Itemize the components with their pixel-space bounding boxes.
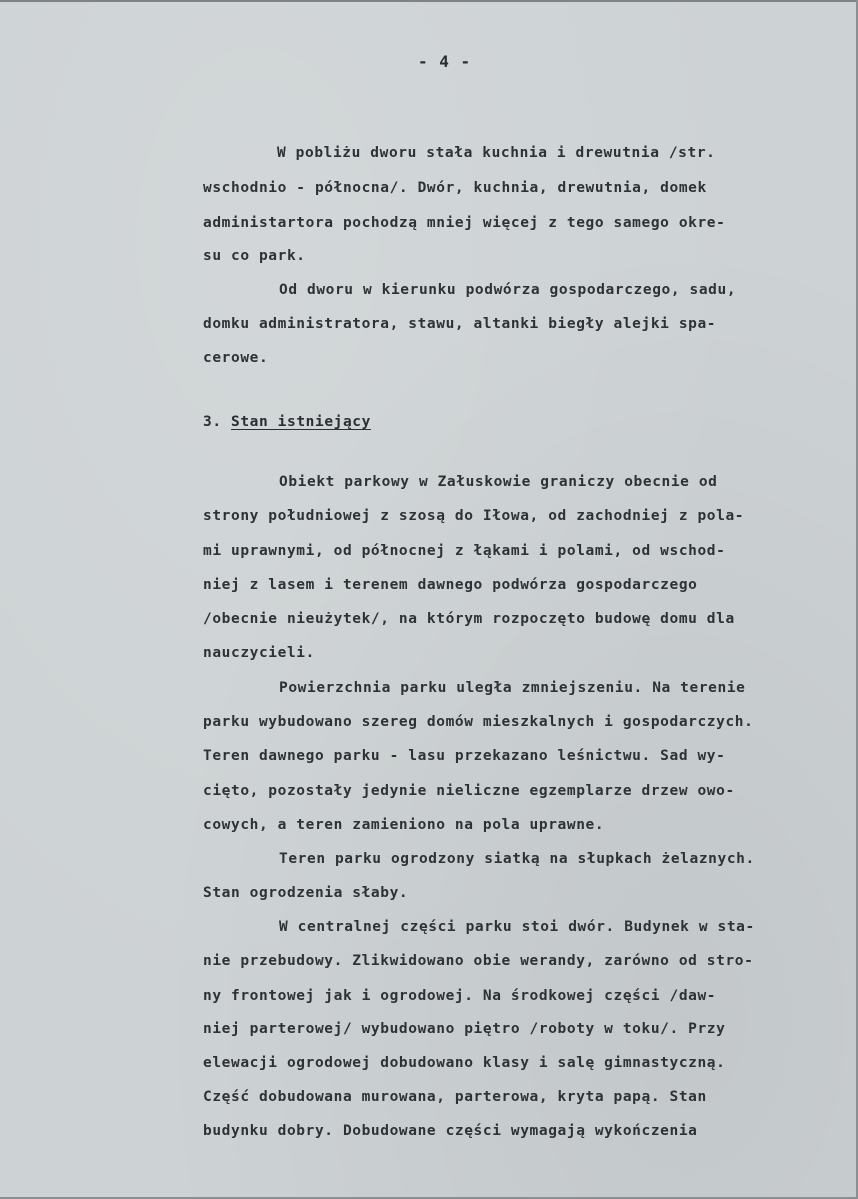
- text-line: Obiekt parkowy w Załuskowie graniczy obecnie od: [279, 474, 718, 490]
- text-line: Część dobudowana murowana, parterowa, kryta papą. Stan: [203, 1089, 707, 1105]
- section-number: 3.: [203, 414, 222, 430]
- text-line: mi uprawnymi, od północnej z łąkami i polami, od wschod-: [203, 543, 726, 559]
- text-line: su co park.: [203, 248, 306, 264]
- section-heading: [203, 414, 371, 430]
- text-line: domku administratora, stawu, altanki biegły alejki spa-: [203, 316, 717, 332]
- text-line: Od dworu w kierunku podwórza gospodarczego, sadu,: [279, 282, 737, 298]
- text-line: elewacji ogrodowej dobudowano klasy i salę gimnastyczną.: [203, 1055, 726, 1071]
- text-line: /obecnie nieużytek/, na którym rozpoczęto budowę domu dla: [203, 611, 735, 627]
- text-line: ny frontowej jak i ogrodowej. Na środkowej części /daw-: [203, 988, 717, 1004]
- text-line: cerowe.: [203, 350, 269, 366]
- text-line: W pobliżu dworu stała kuchnia i drewutnia /str.: [277, 145, 716, 161]
- text-line: niej parterowej/ wybudowano piętro /roboty w toku/. Przy: [203, 1021, 726, 1037]
- text-line: wschodnio - północna/. Dwór, kuchnia, drewutnia, domek: [203, 180, 707, 196]
- text-line: W centralnej części parku stoi dwór. Budynek w sta-: [279, 919, 755, 935]
- text-line: parku wybudowano szereg domów mieszkalnych i gospodarczych.: [203, 714, 754, 730]
- text-line: budynku dobry. Dobudowane części wymagają wykończenia: [203, 1123, 698, 1139]
- page-edge-top: [0, 0, 858, 2]
- page-number: - 4 -: [418, 52, 472, 71]
- text-line: Teren dawnego parku - lasu przekazano leśnictwu. Sad wy-: [203, 748, 726, 764]
- text-line: cowych, a teren zamieniono na pola uprawne.: [203, 817, 605, 833]
- text-line: nauczycieli.: [203, 645, 315, 661]
- text-line: cięto, pozostały jedynie nieliczne egzemplarze drzew owo-: [203, 783, 735, 799]
- text-line: administartora pochodzą mniej więcej z tego samego okre-: [203, 215, 726, 231]
- text-line: niej z lasem i terenem dawnego podwórza gospodarczego: [203, 577, 698, 593]
- text-line: Stan ogrodzenia słaby.: [203, 885, 409, 901]
- text-line: strony południowej z szosą do Iłowa, od zachodniej z pola-: [203, 508, 745, 524]
- text-line: Powierzchnia parku uległa zmniejszeniu. Na terenie: [279, 680, 746, 696]
- section-title: Stan istniejący: [231, 414, 371, 430]
- text-line: nie przebudowy. Zlikwidowano obie werandy, zarówno od stro-: [203, 953, 754, 969]
- text-line: Teren parku ogrodzony siatką na słupkach żelaznych.: [279, 851, 755, 867]
